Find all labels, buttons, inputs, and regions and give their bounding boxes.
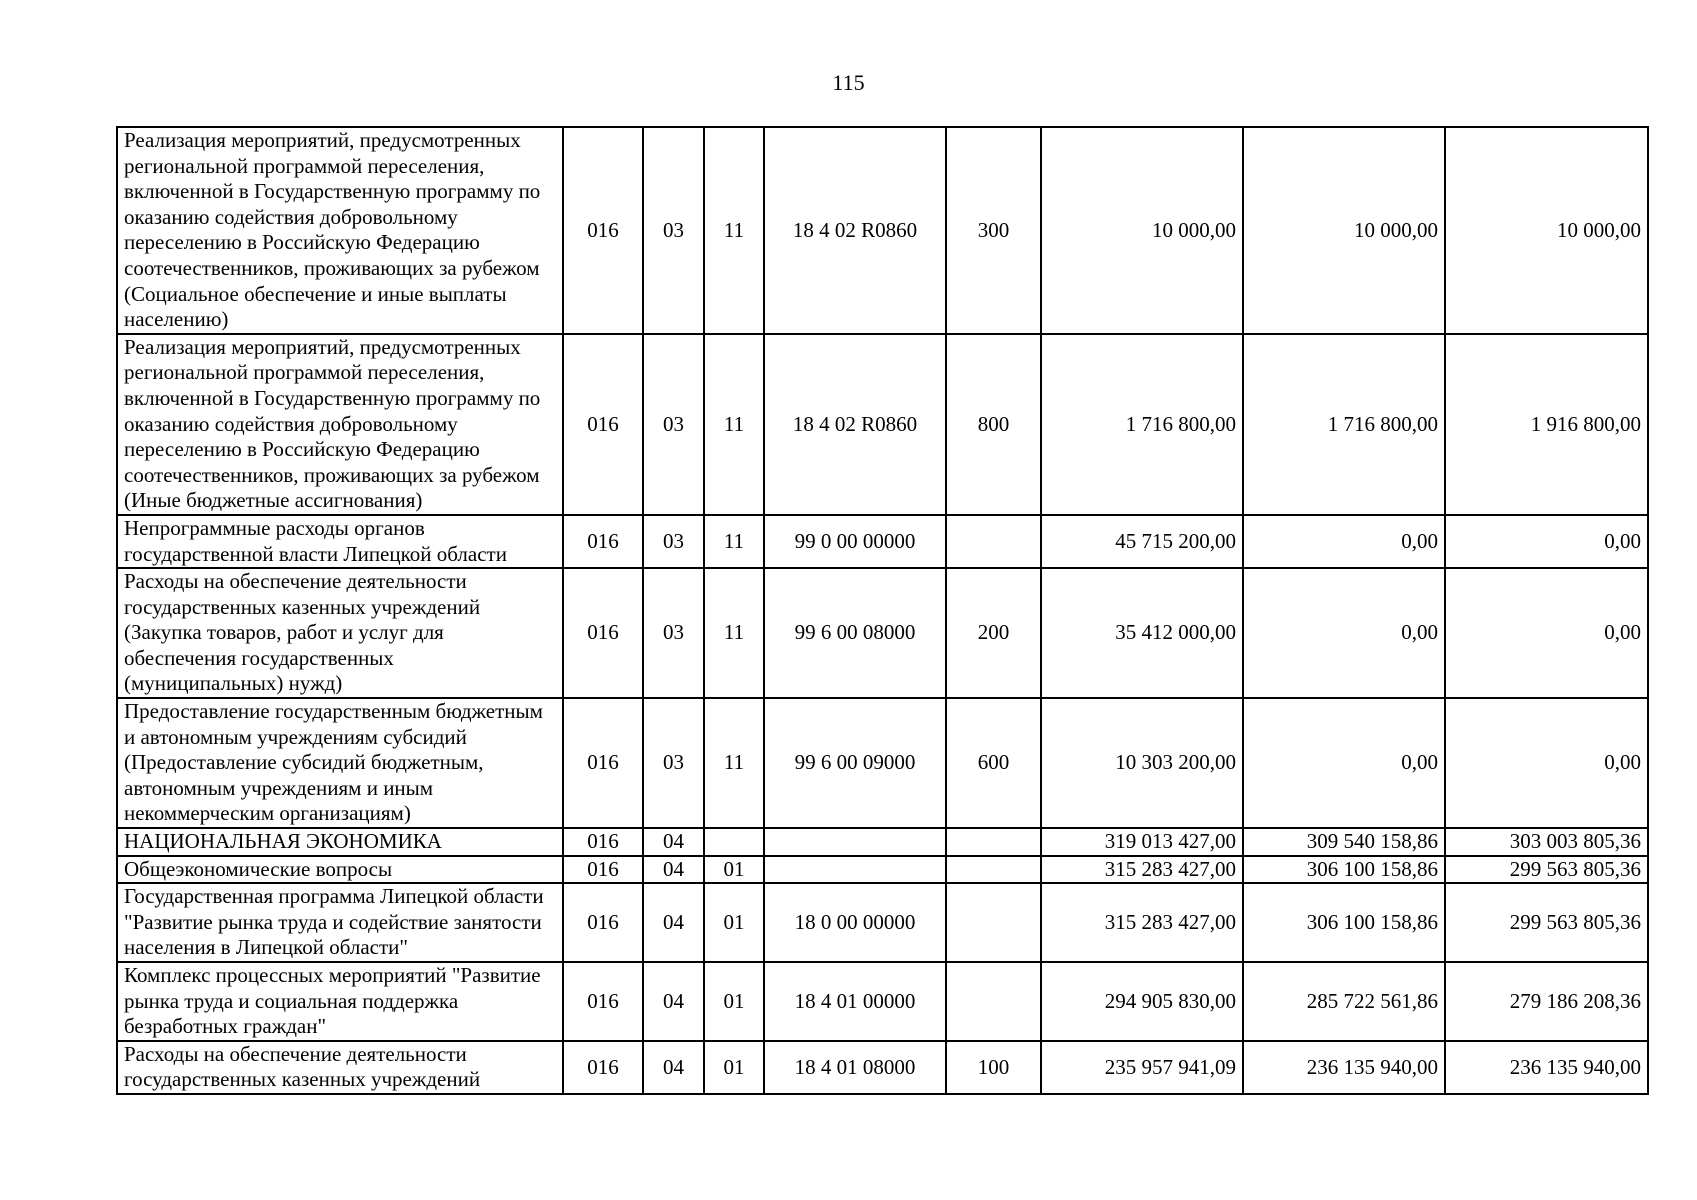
amount-year-3: 1 916 800,00 xyxy=(1445,334,1648,515)
amount-year-2: 10 000,00 xyxy=(1243,127,1445,334)
table-row xyxy=(117,856,1648,884)
amount-year-3: 0,00 xyxy=(1445,568,1648,698)
amount-year-2: 0,00 xyxy=(1243,568,1445,698)
amount-year-3: 279 186 208,36 xyxy=(1445,962,1648,1041)
section-code: 04 xyxy=(643,856,704,884)
amount-year-1: 315 283 427,00 xyxy=(1041,856,1243,884)
expense-type-code xyxy=(946,883,1041,962)
target-article-code xyxy=(764,856,946,884)
row-name: Предоставление государственным бюджетным и автономным учреждениям субсидий (Предоставление субсидий бюджетным, автономным учреждениям и иным некоммерческим организациям) xyxy=(117,698,563,828)
amount-year-1: 235 957 941,09 xyxy=(1041,1041,1243,1094)
subsection-code: 11 xyxy=(704,515,764,568)
amount-year-3: 10 000,00 xyxy=(1445,127,1648,334)
amount-year-1: 315 283 427,00 xyxy=(1041,883,1243,962)
row-name: НАЦИОНАЛЬНАЯ ЭКОНОМИКА xyxy=(117,828,563,856)
section-code: 03 xyxy=(643,568,704,698)
amount-year-3: 0,00 xyxy=(1445,515,1648,568)
amount-year-3: 0,00 xyxy=(1445,698,1648,828)
grbs-code: 016 xyxy=(563,127,643,334)
expense-type-code: 600 xyxy=(946,698,1041,828)
table-row xyxy=(117,962,1648,1041)
row-name: Реализация мероприятий, предусмотренных региональной программой переселения, включенной в Государственную программу по оказанию содействия добровольному переселению в Российскую Федерацию соотечественников, проживающих за рубежом (Социальное обеспечение и иные выплаты населению) xyxy=(117,127,563,334)
table-row xyxy=(117,127,1648,334)
amount-year-3: 299 563 805,36 xyxy=(1445,856,1648,884)
row-name: Общеэкономические вопросы xyxy=(117,856,563,884)
expense-type-code xyxy=(946,962,1041,1041)
table-row xyxy=(117,334,1648,515)
target-article-code xyxy=(764,828,946,856)
row-name: Расходы на обеспечение деятельности государственных казенных учреждений xyxy=(117,1041,563,1094)
amount-year-1: 1 716 800,00 xyxy=(1041,334,1243,515)
row-name: Комплекс процессных мероприятий "Развитие рынка труда и социальная поддержка безработных граждан" xyxy=(117,962,563,1041)
target-article-code: 99 6 00 08000 xyxy=(764,568,946,698)
amount-year-2: 306 100 158,86 xyxy=(1243,883,1445,962)
subsection-code: 11 xyxy=(704,334,764,515)
grbs-code: 016 xyxy=(563,334,643,515)
subsection-code: 01 xyxy=(704,856,764,884)
subsection-code xyxy=(704,828,764,856)
amount-year-3: 236 135 940,00 xyxy=(1445,1041,1648,1094)
subsection-code: 01 xyxy=(704,962,764,1041)
table-row xyxy=(117,515,1648,568)
grbs-code: 016 xyxy=(563,698,643,828)
row-name: Государственная программа Липецкой области "Развитие рынка труда и содействие занятости населения в Липецкой области" xyxy=(117,883,563,962)
table-row xyxy=(117,883,1648,962)
row-name: Расходы на обеспечение деятельности государственных казенных учреждений (Закупка товаров, работ и услуг для обеспечения государственных (муниципальных) нужд) xyxy=(117,568,563,698)
table-row xyxy=(117,568,1648,698)
table-row xyxy=(117,1041,1648,1094)
subsection-code: 01 xyxy=(704,883,764,962)
target-article-code: 18 4 02 R0860 xyxy=(764,334,946,515)
amount-year-1: 294 905 830,00 xyxy=(1041,962,1243,1041)
subsection-code: 11 xyxy=(704,698,764,828)
row-name: Реализация мероприятий, предусмотренных региональной программой переселения, включенной в Государственную программу по оказанию содействия добровольному переселению в Российскую Федерацию соотечественников, проживающих за рубежом (Иные бюджетные ассигнования) xyxy=(117,334,563,515)
target-article-code: 99 0 00 00000 xyxy=(764,515,946,568)
section-code: 03 xyxy=(643,698,704,828)
grbs-code: 016 xyxy=(563,962,643,1041)
subsection-code: 01 xyxy=(704,1041,764,1094)
amount-year-1: 319 013 427,00 xyxy=(1041,828,1243,856)
expense-type-code: 300 xyxy=(946,127,1041,334)
expense-type-code xyxy=(946,828,1041,856)
amount-year-3: 299 563 805,36 xyxy=(1445,883,1648,962)
page-number: 115 xyxy=(832,70,865,95)
amount-year-1: 10 000,00 xyxy=(1041,127,1243,334)
amount-year-3: 303 003 805,36 xyxy=(1445,828,1648,856)
expense-type-code: 200 xyxy=(946,568,1041,698)
section-code: 04 xyxy=(643,828,704,856)
amount-year-1: 45 715 200,00 xyxy=(1041,515,1243,568)
grbs-code: 016 xyxy=(563,515,643,568)
subsection-code: 11 xyxy=(704,568,764,698)
target-article-code: 18 4 01 08000 xyxy=(764,1041,946,1094)
table-row xyxy=(117,828,1648,856)
expense-type-code: 800 xyxy=(946,334,1041,515)
section-code: 03 xyxy=(643,127,704,334)
target-article-code: 18 0 00 00000 xyxy=(764,883,946,962)
amount-year-1: 10 303 200,00 xyxy=(1041,698,1243,828)
row-name: Непрограммные расходы органов государственной власти Липецкой области xyxy=(117,515,563,568)
target-article-code: 18 4 02 R0860 xyxy=(764,127,946,334)
section-code: 04 xyxy=(643,1041,704,1094)
expense-type-code: 100 xyxy=(946,1041,1041,1094)
amount-year-2: 306 100 158,86 xyxy=(1243,856,1445,884)
amount-year-1: 35 412 000,00 xyxy=(1041,568,1243,698)
section-code: 03 xyxy=(643,515,704,568)
expense-type-code xyxy=(946,515,1041,568)
grbs-code: 016 xyxy=(563,568,643,698)
section-code: 03 xyxy=(643,334,704,515)
amount-year-2: 0,00 xyxy=(1243,698,1445,828)
grbs-code: 016 xyxy=(563,1041,643,1094)
amount-year-2: 0,00 xyxy=(1243,515,1445,568)
expense-type-code xyxy=(946,856,1041,884)
section-code: 04 xyxy=(643,883,704,962)
target-article-code: 18 4 01 00000 xyxy=(764,962,946,1041)
grbs-code: 016 xyxy=(563,883,643,962)
budget-table xyxy=(116,126,1649,1095)
grbs-code: 016 xyxy=(563,856,643,884)
table-row xyxy=(117,698,1648,828)
amount-year-2: 309 540 158,86 xyxy=(1243,828,1445,856)
amount-year-2: 1 716 800,00 xyxy=(1243,334,1445,515)
amount-year-2: 285 722 561,86 xyxy=(1243,962,1445,1041)
target-article-code: 99 6 00 09000 xyxy=(764,698,946,828)
subsection-code: 11 xyxy=(704,127,764,334)
grbs-code: 016 xyxy=(563,828,643,856)
section-code: 04 xyxy=(643,962,704,1041)
amount-year-2: 236 135 940,00 xyxy=(1243,1041,1445,1094)
